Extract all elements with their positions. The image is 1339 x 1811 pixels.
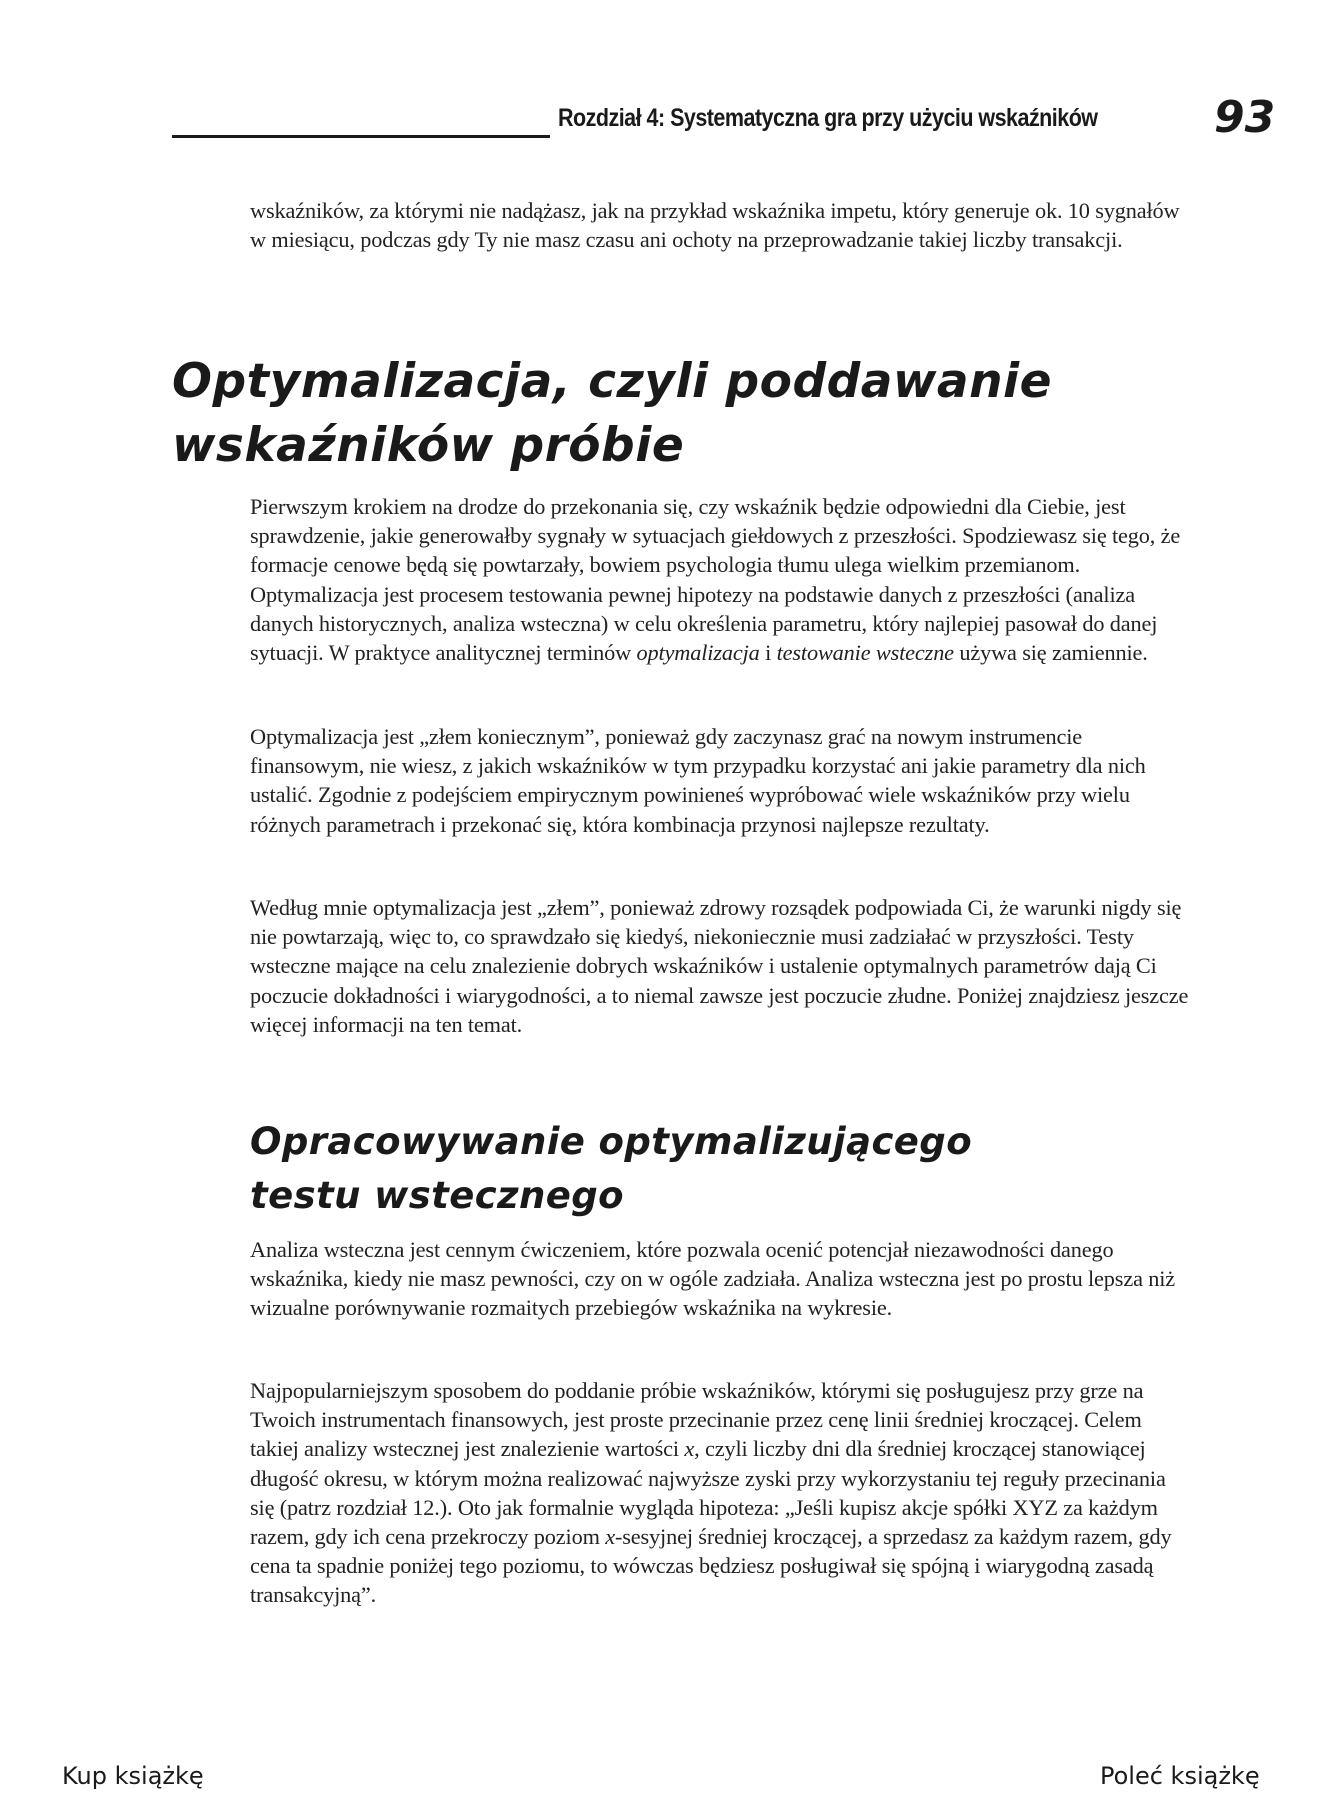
section1-paragraph-2: Optymalizacja jest „złem koniecznym”, ponieważ gdy zaczynasz grać na nowym instrumencie finansowym, nie wiesz, z jakich wskaźników w tym przypadku korzystać ani jakie parametry dla nich ustalić. Zgodnie z podejściem empirycznym powinieneś wypróbować wiele wskaźników przy wielu różnych parametrach i przekonać się, która kombinacja przynosi najlepsze rezultaty. xyxy=(250,724,1146,837)
subsection-heading-line: Opracowywanie optymalizującego xyxy=(250,1120,973,1163)
section1-paragraph-3: Według mnie optymalizacja jest „złem”, ponieważ zdrowy rozsądek podpowiada Ci, że warunki nigdy się nie powtarzają, więc to, co sprawdzało się kiedyś, niekoniecznie musi zadziałać w przyszłości. Testy wsteczne mające na celu znalezienie dobrych wskaźników i ustalenie optymalnych parametrów dają Ci poczucie dokładności i wiarygodności, a to niemal zawsze jest poczucie złudne. Poniżej znajdziesz jeszcze więcej informacji na ten temat. xyxy=(250,895,1189,1037)
header-rule xyxy=(172,135,550,138)
section1-paragraph-1 xyxy=(250,492,1192,667)
section-heading-line: wskaźników próbie xyxy=(172,418,685,473)
paragraph-text: -sesyjnej średniej kroczącej, a sprzedasz za każdym razem, gdy cena ta spadnie poniżej tego poziomu, to wówczas będziesz posługiwał się spójną i wiarygodną zasadą transakcyjną”. xyxy=(250,1524,1172,1608)
section-heading-optymalizacja xyxy=(172,350,1052,478)
variable-x: x xyxy=(684,1436,695,1462)
term-optymalizacja: optymalizacja xyxy=(636,640,760,666)
paragraph-text: używa się zamiennie. xyxy=(953,640,1148,666)
page-number: 93 xyxy=(1214,92,1276,143)
variable-x: x xyxy=(605,1524,615,1550)
paragraph-text: , czyli liczby dni dla średniej kroczącej stanowiącej długość okresu, w którym można realizować najwyższe zyski przy wykorzystaniu tej reguły przecinania się (patrz rozdział 12.). Oto jak formalnie wygląda hipoteza: „Jeśli kupisz akcje spółki XYZ za każdym razem, gdy ich cena przekroczy poziom xyxy=(250,1436,1166,1550)
section2-paragraph-2 xyxy=(250,1376,1192,1610)
section-heading-line: Optymalizacja, czyli poddawanie xyxy=(172,354,1053,409)
subsection-heading-test-wsteczny xyxy=(250,1115,972,1223)
term-testowanie-wsteczne: testowanie wsteczne xyxy=(776,640,954,666)
running-header-title: Rozdział 4: Systematyczna gra przy użyciu wskaźników xyxy=(558,104,1098,132)
paragraph-text: Pierwszym krokiem na drodze do przekonania się, czy wskaźnik będzie odpowiedni dla Ciebie, jest sprawdzenie, jakie generowałby sygnały w sytuacjach giełdowych z przeszłości. Spodziewasz się tego, że formacje cenowe będą się powtarzały, bowiem psychologia tłumu ulega wielkim przemianom. Optymalizacja jest procesem testowania pewnej hipotezy na podstawie danych z przeszłości (analiza danych historycznych, analiza wsteczna) w celu określenia parametru, który najlepiej pasował do danej sytuacji. W praktyce analitycznej terminów xyxy=(250,494,1181,666)
buy-book-link[interactable]: Kup książkę xyxy=(62,1762,204,1790)
recommend-book-link[interactable]: Poleć książkę xyxy=(1100,1762,1260,1790)
paragraph-text: i xyxy=(759,640,777,666)
paragraph-text: Najpopularniejszym sposobem do poddanie próbie wskaźników, którymi się posługujesz przy grze na Twoich instrumentach finansowych, jest proste przecinanie przez cenę linii średniej kroczącej. Celem takiej analizy wstecznej jest znalezienie wartości xyxy=(250,1378,1144,1462)
intro-paragraph: wskaźników, za którymi nie nadążasz, jak na przykład wskaźnika impetu, który generuje ok. 10 sygnałów w miesiącu, podczas gdy Ty nie masz czasu ani ochoty na przeprowadzanie takiej liczby transakcji. xyxy=(250,198,1180,253)
section2-paragraph-1: Analiza wsteczna jest cennym ćwiczeniem, które pozwala ocenić potencjał niezawodności danego wskaźnika, kiedy nie masz pewności, czy on w ogóle zadziała. Analiza wsteczna jest po prostu lepsza niż wizualne porównywanie rozmaitych przebiegów wskaźnika na wykresie. xyxy=(250,1237,1176,1321)
subsection-heading-line: testu wstecznego xyxy=(250,1174,624,1217)
